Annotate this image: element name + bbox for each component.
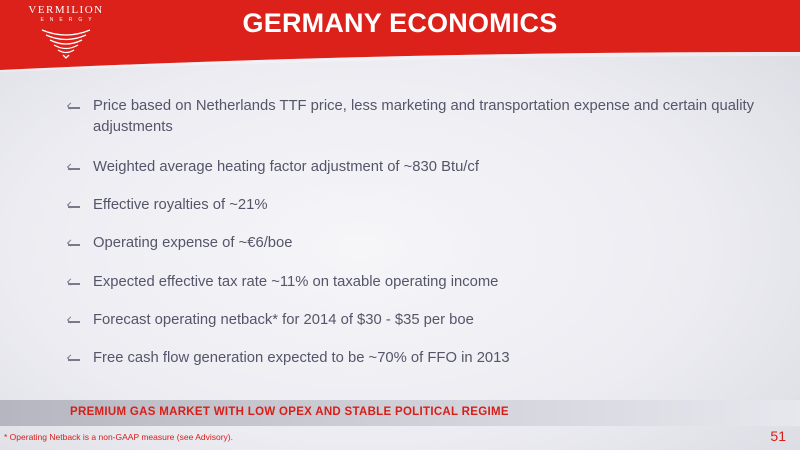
dash-arrow-icon (68, 244, 80, 246)
bullet-item (68, 96, 758, 144)
bullet-text: Price based on Netherlands TTF price, less marketing and transportation expense and certain quality adjustments (93, 98, 755, 135)
dash-arrow-icon (68, 206, 80, 208)
bullet-item (68, 195, 758, 216)
bullet-item (68, 272, 758, 293)
dash-arrow-icon (68, 168, 80, 170)
dash-arrow-icon (68, 283, 80, 285)
bullet-text: Effective royalties of ~21% (93, 197, 268, 213)
bullet-text: Expected effective tax rate ~11% on taxable operating income (93, 274, 499, 290)
page-number: 51 (770, 428, 786, 444)
dash-arrow-icon (68, 321, 80, 323)
bullet-list (68, 96, 758, 369)
bullet-item (68, 310, 758, 331)
logo-name: VERMILION (28, 4, 104, 16)
bullet-item (68, 157, 758, 178)
vermilion-logo (20, 4, 112, 64)
logo-subtitle: ENERGY (40, 17, 98, 23)
bullet-item (68, 233, 758, 254)
bullet-text: Weighted average heating factor adjustment of ~830 Btu/cf (93, 159, 479, 175)
bullet-text: Forecast operating netback* for 2014 of $30 - $35 per boe (93, 312, 474, 328)
bullet-text: Operating expense of ~€6/boe (93, 235, 293, 251)
bullet-item (68, 348, 758, 369)
vermilion-logo-mark-icon (38, 26, 94, 60)
slide-title: GERMANY ECONOMICS (242, 8, 558, 38)
dash-arrow-icon (68, 359, 80, 361)
bullet-text: Free cash flow generation expected to be ~70% of FFO in 2013 (93, 350, 510, 366)
footnote: * Operating Netback is a non-GAAP measure (see Advisory). (4, 432, 233, 442)
dash-arrow-icon (68, 107, 80, 109)
banner-text: PREMIUM GAS MARKET WITH LOW OPEX AND STABLE POLITICAL REGIME (70, 406, 509, 418)
